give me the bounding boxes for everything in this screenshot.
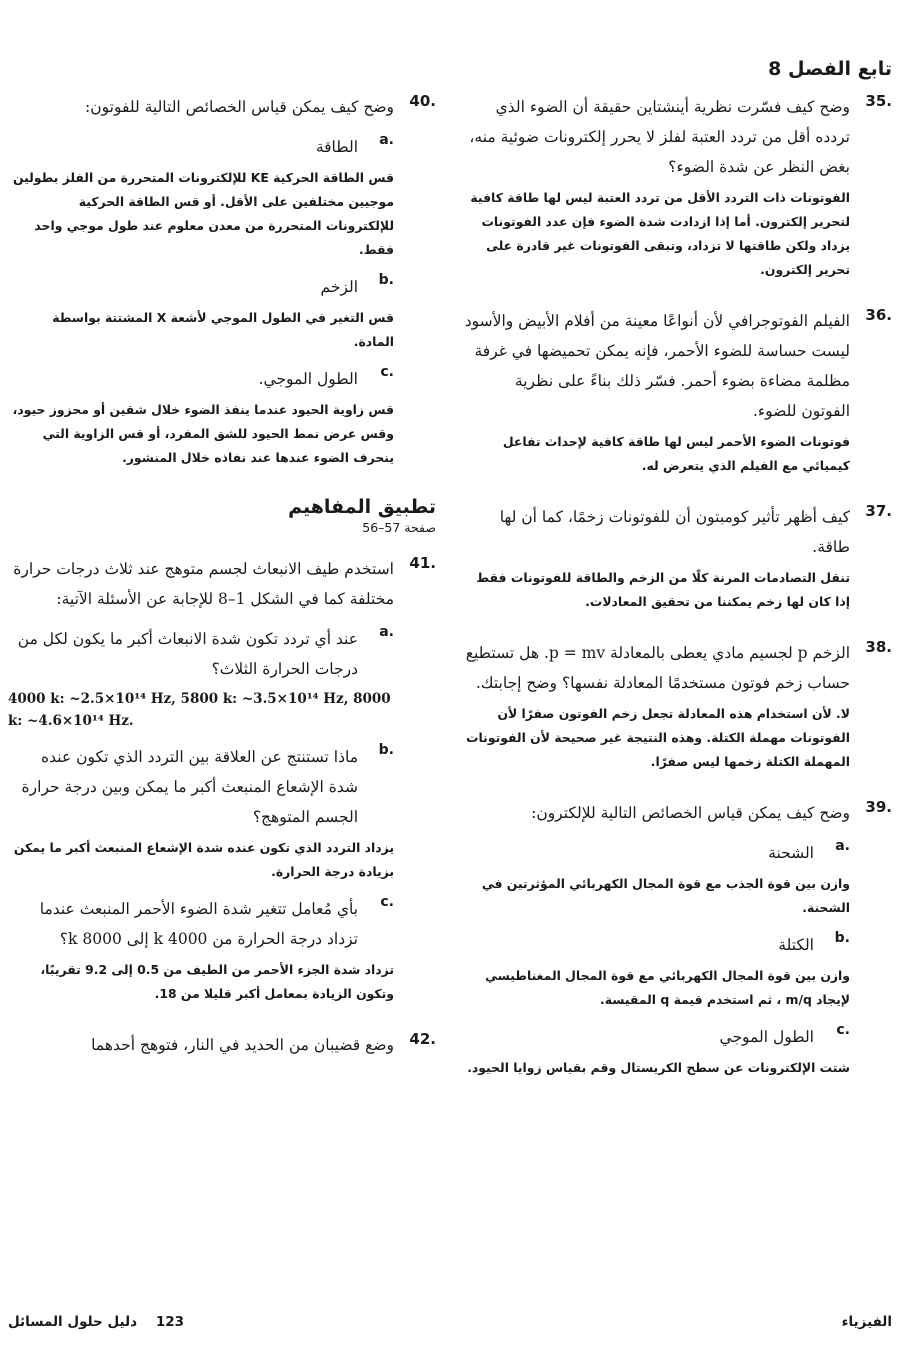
sub-question-text: ماذا تستنتج عن العلاقة بين التردد الذي تكون عنده شدة الإشعاع المنبعث أكبر ما يمكن وبين درجة حرارة الجسم المتوهج؟ [21,748,358,826]
guide-title: دليل حلول المسائل [8,1314,138,1330]
sub-question [8,364,394,470]
section-pages: صفحة 57–56 [362,520,436,535]
sub-question [8,894,394,1006]
question-text: استخدم طيف الانبعاث لجسم متوهج عند ثلاث درجات حرارة مختلفة كما في الشكل 1–8 للإجابة عن الأسئلة الآتية: [13,560,394,608]
answer-text: تنقل التصادمات المرنة كلًا من الزخم والطاقة للفوتونات فقط إذا كان لها زخم يمكننا من تحقيق المعادلات. [476,570,850,609]
sub-question [464,838,850,920]
sub-question-text: الشحنة [768,844,814,862]
question [8,554,436,1006]
question [464,798,892,1080]
answer-text: الفوتونات ذات التردد الأقل من تردد العتبة ليس لها طاقة كافية لتحرير إلكترون. أما إذا ازدادت شدة الضوء فإن عدد الفوتونات يزداد ولكن طاقتها لا تزداد، وتبقى الفوتونات غير قادرة على تحرير إلكترون. [470,190,850,277]
footer [0,1314,900,1338]
question-text: وضح كيف يمكن قياس الخصائص التالية للإلكترون: [531,804,850,822]
left-column [8,92,436,1084]
question-number: 41. [409,554,436,572]
sub-answer-text: شتت الإلكترونات عن سطح الكريستال وقم بقياس زوايا الحيود. [467,1060,850,1075]
sub-question [8,272,394,354]
subject-name: الفيزياء [841,1314,892,1330]
question-text: وضع قضيبان من الحديد في النار، فتوهج أحدهما [91,1036,394,1054]
question-text: الزخم p لجسيم مادي يعطى بالمعادلة p = mv. هل تستطيع حساب زخم فوتون مستخدمًا المعادلة نفسها؟ وضح إجابتك. [465,644,850,692]
question-number: 35. [865,92,892,110]
sub-question-text: عند أي تردد تكون شدة الانبعاث أكبر ما يكون لكل من درجات الحرارة الثلاث؟ [17,630,358,678]
sub-answer-text: قس التغير في الطول الموجي لأشعة X المشتتة بواسطة المادة. [52,310,394,349]
sub-question [8,624,394,732]
question [464,92,892,282]
sub-question-letter: b. [378,272,394,288]
question [464,306,892,478]
question-text: كيف أظهر تأثير كومبتون أن للفوتونات زخمًا، كما أن لها طاقة. [499,508,850,556]
sub-question-letter: c. [380,894,394,910]
sub-answer-text: يزداد التردد الذي تكون عنده شدة الإشعاع المنبعث أكبر ما يمكن بزيادة درجة الحرارة. [13,840,394,879]
sub-answer-text: قس زاوية الحيود عندما ينفذ الضوء خلال شقين أو محزوز حيود، وقس عرض نمط الحيود للشق المفرد، أو قس الزاوية التي ينحرف الضوء عندها عند نفاذه خلال المنشور. [12,402,394,465]
sub-question [464,1022,850,1080]
sub-question-letter: a. [835,838,850,854]
footer-page-info [8,1314,184,1330]
question [8,92,436,470]
section-title: تطبيق المفاهيم [288,496,436,518]
sub-question-letter: c. [380,364,394,380]
sub-question [8,742,394,884]
sub-question-letter: a. [379,132,394,148]
question [464,638,892,774]
sub-question-letter: b. [834,930,850,946]
sub-question [8,132,394,262]
sub-question-text: الكتلة [778,936,814,954]
sub-question-letter: a. [379,624,394,640]
question-number: 37. [865,502,892,520]
sub-question-text: الطاقة [315,138,358,156]
question [8,1030,436,1060]
sub-answer-text: وازن بين قوة المجال الكهربائي مع قوة المجال المغناطيسي لإيجاد m/q ، ثم استخدم قيمة q المقيسة. [485,968,850,1007]
sub-question-text: بأي مُعامل تتغير شدة الضوء الأحمر المنبعث عندما تزداد درجة الحرارة من 4000 k إلى 8000 k؟ [39,900,358,948]
sub-answer-text: 4000 k: ~2.5×10¹⁴ Hz, 5800 k: ~3.5×10¹⁴ Hz, 8000 k: ~4.6×10¹⁴ Hz. [8,691,391,729]
section-heading [8,494,436,536]
sub-question-text: الطول الموجي. [258,370,358,388]
question-number: 40. [409,92,436,110]
chapter-title: تابع الفصل 8 [768,58,892,80]
question-number: 39. [865,798,892,816]
question-number: 38. [865,638,892,656]
question [464,502,892,614]
question-number: 42. [409,1030,436,1048]
page-number: 123 [155,1314,185,1330]
sub-question [464,930,850,1012]
answer-text: فوتونات الضوء الأحمر ليس لها طاقة كافية لإحداث تفاعل كيميائي مع الفيلم الذي يتعرض له. [502,434,850,473]
right-column [464,92,892,1104]
sub-question-text: الزخم [320,278,358,296]
question-text: الفيلم الفوتوجرافي لأن أنواعًا معينة من أفلام الأبيض والأسود ليست حساسة للضوء الأحمر، فإنه يمكن تحميضها في غرفة مظلمة مضاءة بضوء أحمر. فسّر ذلك بناءً على نظرية الفوتون للضوء. [464,312,850,420]
question-text: وضح كيف يمكن قياس الخصائص التالية للفوتون: [85,98,394,116]
answer-text: لا. لأن استخدام هذه المعادلة تجعل زخم الفوتون صفرًا لأن الفوتونات مهملة الكتلة. وهذه النتيجة غير صحيحة لأن الفوتونات المهملة الكتلة زخمها ليس صفرًا. [466,706,850,769]
question-number: 36. [865,306,892,324]
sub-question-text: الطول الموجي [719,1028,814,1046]
sub-answer-text: وازن بين قوة الجذب مع قوة المجال الكهربائي المؤثرتين في الشحنة. [481,876,850,915]
sub-answer-text: قس الطاقة الحركية KE للإلكترونات المتحررة من الفلز بطولين موجيين مختلفين على الأقل. أو قس الطاقة الحركية للإلكترونات المتحررة من معدن معلوم عند طول موجي واحد فقط. [12,170,394,257]
sub-question-letter: b. [378,742,394,758]
sub-question-letter: c. [836,1022,850,1038]
question-text: وضح كيف فسّرت نظرية أينشتاين حقيقة أن الضوء الذي تردده أقل من تردد العتبة لفلز لا يحرر إلكترونات ضوئية منه، بغض النظر عن شدة الضوء؟ [469,98,850,176]
sub-answer-text: تزداد شدة الجزء الأحمر من الطيف من 0.5 إلى 9.2 تقريبًا، وتكون الزيادة بمعامل أكبر قليلا من 18. [40,962,394,1001]
